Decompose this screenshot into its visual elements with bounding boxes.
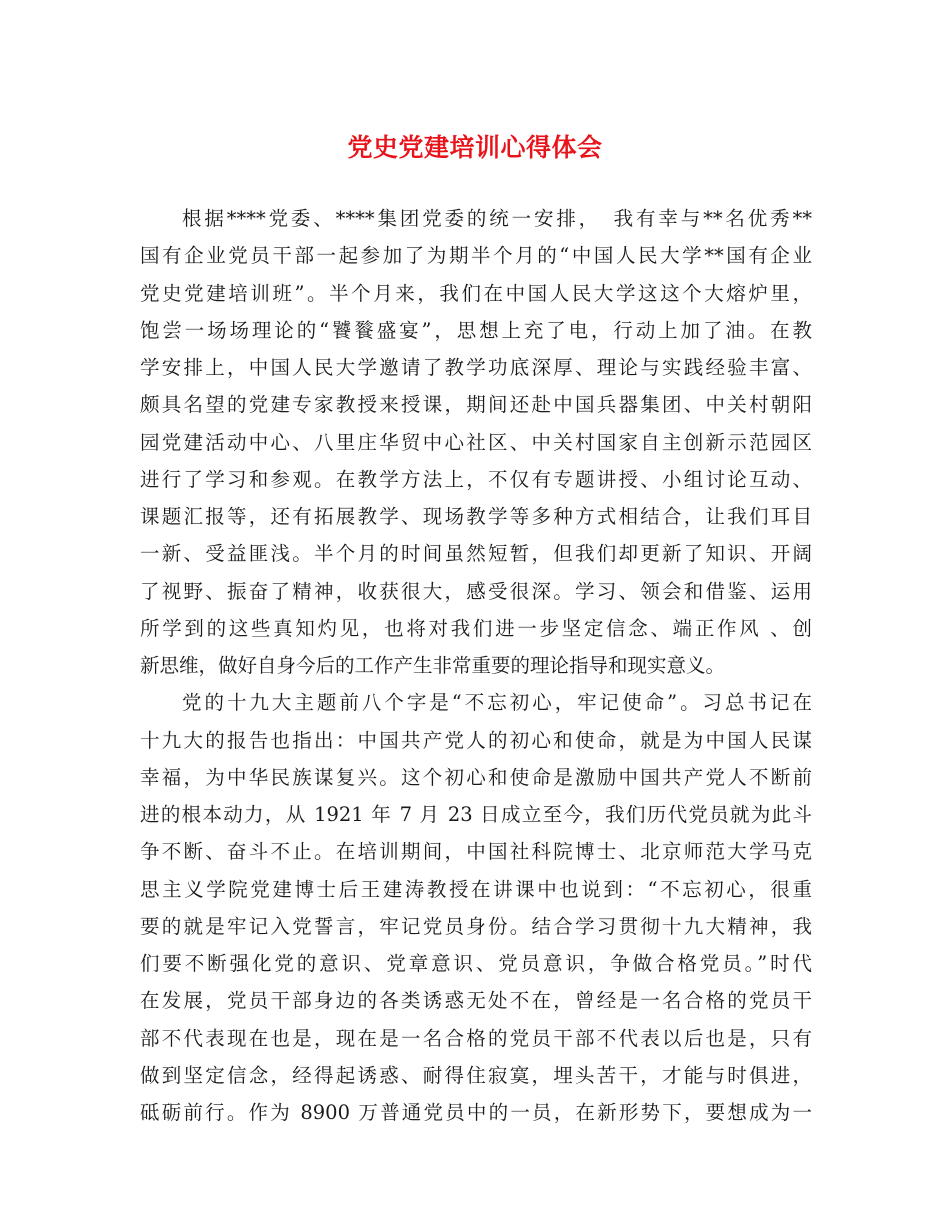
text-line: 幸福，为中华民族谋复兴。这个初心和使命是激励中国共产党人不断前: [140, 765, 812, 789]
text-line: 根据****党委、****集团党委的统一安排， 我有幸与**名优秀**: [182, 207, 812, 230]
text-line: 思主义学院党建博士后王建涛教授在讲课中也说到：“不忘初心，很重: [140, 877, 812, 901]
text-line: 了视野、振奋了精神，收获很大，感受很深。学习、领会和借鉴、运用: [140, 579, 812, 603]
text-line: 们要不断强化党的意识、党章意识、党员意识，争做合格党员。”时代: [140, 952, 812, 975]
text-line: 饱尝一场场理论的“饕餮盛宴”，思想上充了电，行动上加了油。在教: [140, 318, 812, 342]
document-body: [140, 200, 812, 1131]
document-title: 党史党建培训心得体会: [347, 133, 603, 162]
text-line: 一新、受益匪浅。半个月的时间虽然短暂，但我们却更新了知识、开阔: [140, 542, 812, 566]
text-line: 所学到的这些真知灼见，也将对我们进一步坚定信念、端正作风 、创: [140, 616, 812, 640]
text-line: 砥砺前行。作为 8900 万普通党员中的一员，在新形势下，要想成为一: [140, 1101, 812, 1124]
text-line: 国有企业党员干部一起参加了为期半个月的“中国人民大学**国有企业: [140, 244, 812, 268]
text-line: 课题汇报等，还有拓展教学、现场教学等多种方式相结合，让我们耳目: [140, 505, 812, 528]
text-line: 园党建活动中心、八里庄华贸中心社区、中关村国家自主创新示范园区: [140, 430, 812, 454]
text-line: 在发展，党员干部身边的各类诱惑无处不在，曾经是一名合格的党员干: [140, 989, 812, 1013]
text-line: 部不代表现在也是，现在是一名合格的党员干部不代表以后也是，只有: [140, 1026, 812, 1050]
text-line: 新思维，做好自身今后的工作产生非常重要的理论指导和现实意义。: [140, 654, 726, 677]
text-line: 做到坚定信念，经得起诱惑、耐得住寂寞，埋头苦干，才能与时俱进，: [140, 1063, 812, 1087]
text-line: 争不断、奋斗不止。在培训期间，中国社科院博士、北京师范大学马克: [140, 840, 812, 864]
text-line: 进的根本动力，从 1921 年 7 月 23 日成立至今，我们历代党员就为此斗: [140, 803, 812, 826]
text-line: 进行了学习和参观。在教学方法上，不仅有专题讲授、小组讨论互动、: [140, 467, 812, 491]
text-line: 颇具名望的党建专家教授来授课，期间还赴中国兵器集团、中关村朝阳: [140, 393, 812, 417]
text-line: 党的十九大主题前八个字是“不忘初心，牢记使命”。习总书记在: [182, 691, 812, 715]
text-line: 学安排上，中国人民大学邀请了教学功底深厚、理论与实践经验丰富、: [140, 356, 812, 379]
text-line: 十九大的报告也指出：中国共产党人的初心和使命，就是为中国人民谋: [140, 728, 812, 752]
text-line: 要的就是牢记入党誓言，牢记党员身份。结合学习贯彻十九大精神，我: [140, 914, 812, 938]
text-line: 党史党建培训班”。半个月来，我们在中国人民大学这这个大熔炉里，: [140, 281, 812, 305]
